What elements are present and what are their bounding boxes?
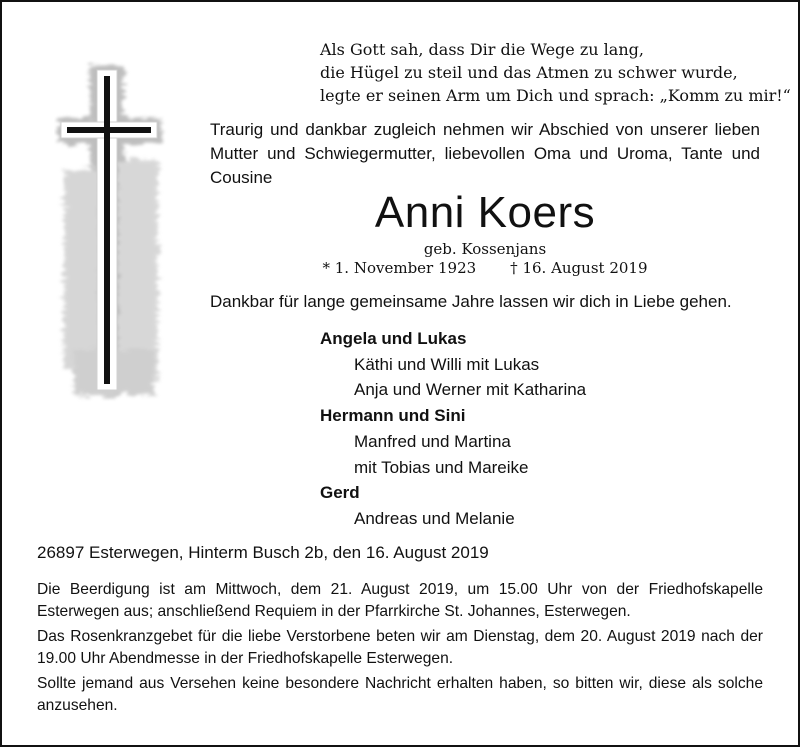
family-member: Anja und Werner mit Katharina <box>354 380 587 400</box>
life-dates <box>210 258 760 278</box>
funeral-note: Das Rosenkranzgebet für die liebe Verstorbene beten wir am Dienstag, dem 20. August 2019 nach der 19.00 Uhr Abendmesse in der Friedhofskapelle Esterwegen. <box>37 628 763 667</box>
maiden-name: geb. Kossenjans <box>423 240 547 258</box>
birth-date: * 1. November 1923 <box>322 259 477 277</box>
family-member: Manfred und Martina <box>354 431 511 451</box>
poem-line: legte er seinen Arm um Dich und sprach: „Komm zu mir!“ <box>320 86 791 105</box>
cross-graphic <box>54 60 170 410</box>
poem <box>320 38 791 107</box>
cross-icon <box>54 60 170 410</box>
family-head: Angela und Lukas <box>320 329 467 348</box>
funeral-notes <box>37 579 763 720</box>
funeral-note: Sollte jemand aus Versehen keine besondere Nachricht erhalten haben, so bitten wir, diese als solche anzusehen. <box>37 675 763 714</box>
intro-text: Traurig und dankbar zugleich nehmen wir Abschied von unserer lieben Mutter und Schwiegermutter, liebevollen Oma und Uroma, Tante und Cousine <box>210 120 760 187</box>
thanks-line: Dankbar für lange gemeinsame Jahre lassen wir dich in Liebe gehen. <box>210 292 732 311</box>
family-head: Gerd <box>320 483 360 503</box>
mourners-list <box>320 326 586 532</box>
funeral-note: Die Beerdigung ist am Mittwoch, dem 21. August 2019, um 15.00 Uhr von der Friedhofskapelle Esterwegen aus; anschließend Requiem in der Pfarrkirche St. Johannes, Esterwegen. <box>37 581 763 620</box>
family-head: Hermann und Sini <box>320 406 466 426</box>
place-and-date: 26897 Esterwegen, Hinterm Busch 2b, den 16. August 2019 <box>37 543 489 562</box>
death-date: † 16. August 2019 <box>510 259 648 277</box>
poem-line: die Hügel zu steil und das Atmen zu schwer wurde, <box>320 63 738 82</box>
poem-line: Als Gott sah, dass Dir die Wege zu lang, <box>320 40 644 59</box>
deceased-name: Anni Koers <box>374 188 596 237</box>
family-member: Käthi und Willi mit Lukas <box>354 354 540 374</box>
family-member: Andreas und Melanie <box>354 508 515 528</box>
family-member: mit Tobias und Mareike <box>354 457 529 477</box>
